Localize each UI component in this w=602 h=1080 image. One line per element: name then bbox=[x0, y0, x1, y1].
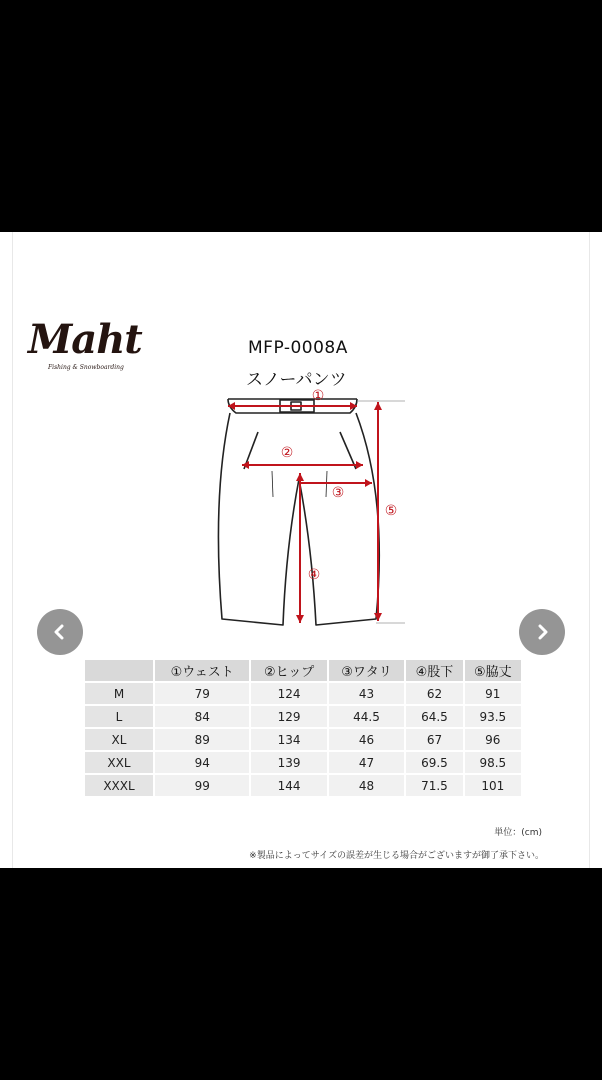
size-label: XXXL bbox=[85, 775, 153, 796]
table-cell: 64.5 bbox=[406, 706, 462, 727]
header-outseam: ⑤脇丈 bbox=[465, 660, 521, 681]
table-row bbox=[85, 683, 521, 704]
marker-1: ① bbox=[311, 388, 325, 404]
table-row bbox=[85, 752, 521, 773]
marker-4: ④ bbox=[307, 567, 321, 583]
table-cell: 46 bbox=[329, 729, 405, 750]
logo-wordmark: Maht bbox=[28, 316, 142, 363]
chevron-right-icon bbox=[534, 624, 550, 640]
table-cell: 129 bbox=[251, 706, 326, 727]
size-label: XXL bbox=[85, 752, 153, 773]
table-cell: 79 bbox=[155, 683, 249, 704]
pants-size-diagram bbox=[200, 387, 420, 637]
brand-logo bbox=[28, 316, 144, 378]
product-image-panel bbox=[0, 232, 602, 868]
table-cell: 144 bbox=[251, 775, 326, 796]
header-inseam: ④股下 bbox=[406, 660, 462, 681]
table-cell: 99 bbox=[155, 775, 249, 796]
size-label: XL bbox=[85, 729, 153, 750]
header-thigh: ③ワタリ bbox=[329, 660, 405, 681]
size-label: L bbox=[85, 706, 153, 727]
marker-2: ② bbox=[280, 445, 294, 461]
table-cell: 71.5 bbox=[406, 775, 462, 796]
next-image-button[interactable] bbox=[519, 609, 565, 655]
table-row bbox=[85, 706, 521, 727]
panel-edge-right bbox=[589, 232, 590, 868]
panel-edge-left bbox=[12, 232, 13, 868]
table-cell: 47 bbox=[329, 752, 405, 773]
table-cell: 48 bbox=[329, 775, 405, 796]
table-cell: 67 bbox=[406, 729, 462, 750]
table-row bbox=[85, 775, 521, 796]
marker-3: ③ bbox=[331, 485, 345, 501]
product-model: MFP-0008A bbox=[248, 338, 348, 358]
table-cell: 43 bbox=[329, 683, 405, 704]
table-cell: 101 bbox=[465, 775, 521, 796]
header-hip: ②ヒップ bbox=[251, 660, 326, 681]
table-cell: 84 bbox=[155, 706, 249, 727]
table-cell: 91 bbox=[465, 683, 521, 704]
header-waist: ①ウェスト bbox=[155, 660, 249, 681]
table-cell: 98.5 bbox=[465, 752, 521, 773]
disclaimer-note: ※製品によってサイズの誤差が生じる場合がございますが御了承下さい。 bbox=[249, 851, 544, 861]
table-cell: 96 bbox=[465, 729, 521, 750]
product-name: スノーパンツ bbox=[246, 370, 347, 390]
logo-tagline: Fishing & Snowboarding bbox=[48, 364, 124, 371]
table-cell: 94 bbox=[155, 752, 249, 773]
table-cell: 124 bbox=[251, 683, 326, 704]
chevron-left-icon bbox=[52, 624, 68, 640]
size-label: M bbox=[85, 683, 153, 704]
table-cell: 89 bbox=[155, 729, 249, 750]
previous-image-button[interactable] bbox=[37, 609, 83, 655]
table-corner-cell bbox=[85, 660, 153, 681]
table-cell: 44.5 bbox=[329, 706, 405, 727]
table-cell: 62 bbox=[406, 683, 462, 704]
table-cell: 69.5 bbox=[406, 752, 462, 773]
table-row bbox=[85, 729, 521, 750]
table-cell: 93.5 bbox=[465, 706, 521, 727]
table-cell: 134 bbox=[251, 729, 326, 750]
table-header-row bbox=[85, 660, 521, 681]
unit-note: 単位：(cm) bbox=[494, 828, 542, 838]
size-chart-table bbox=[83, 658, 523, 798]
marker-5: ⑤ bbox=[384, 503, 398, 519]
table-cell: 139 bbox=[251, 752, 326, 773]
